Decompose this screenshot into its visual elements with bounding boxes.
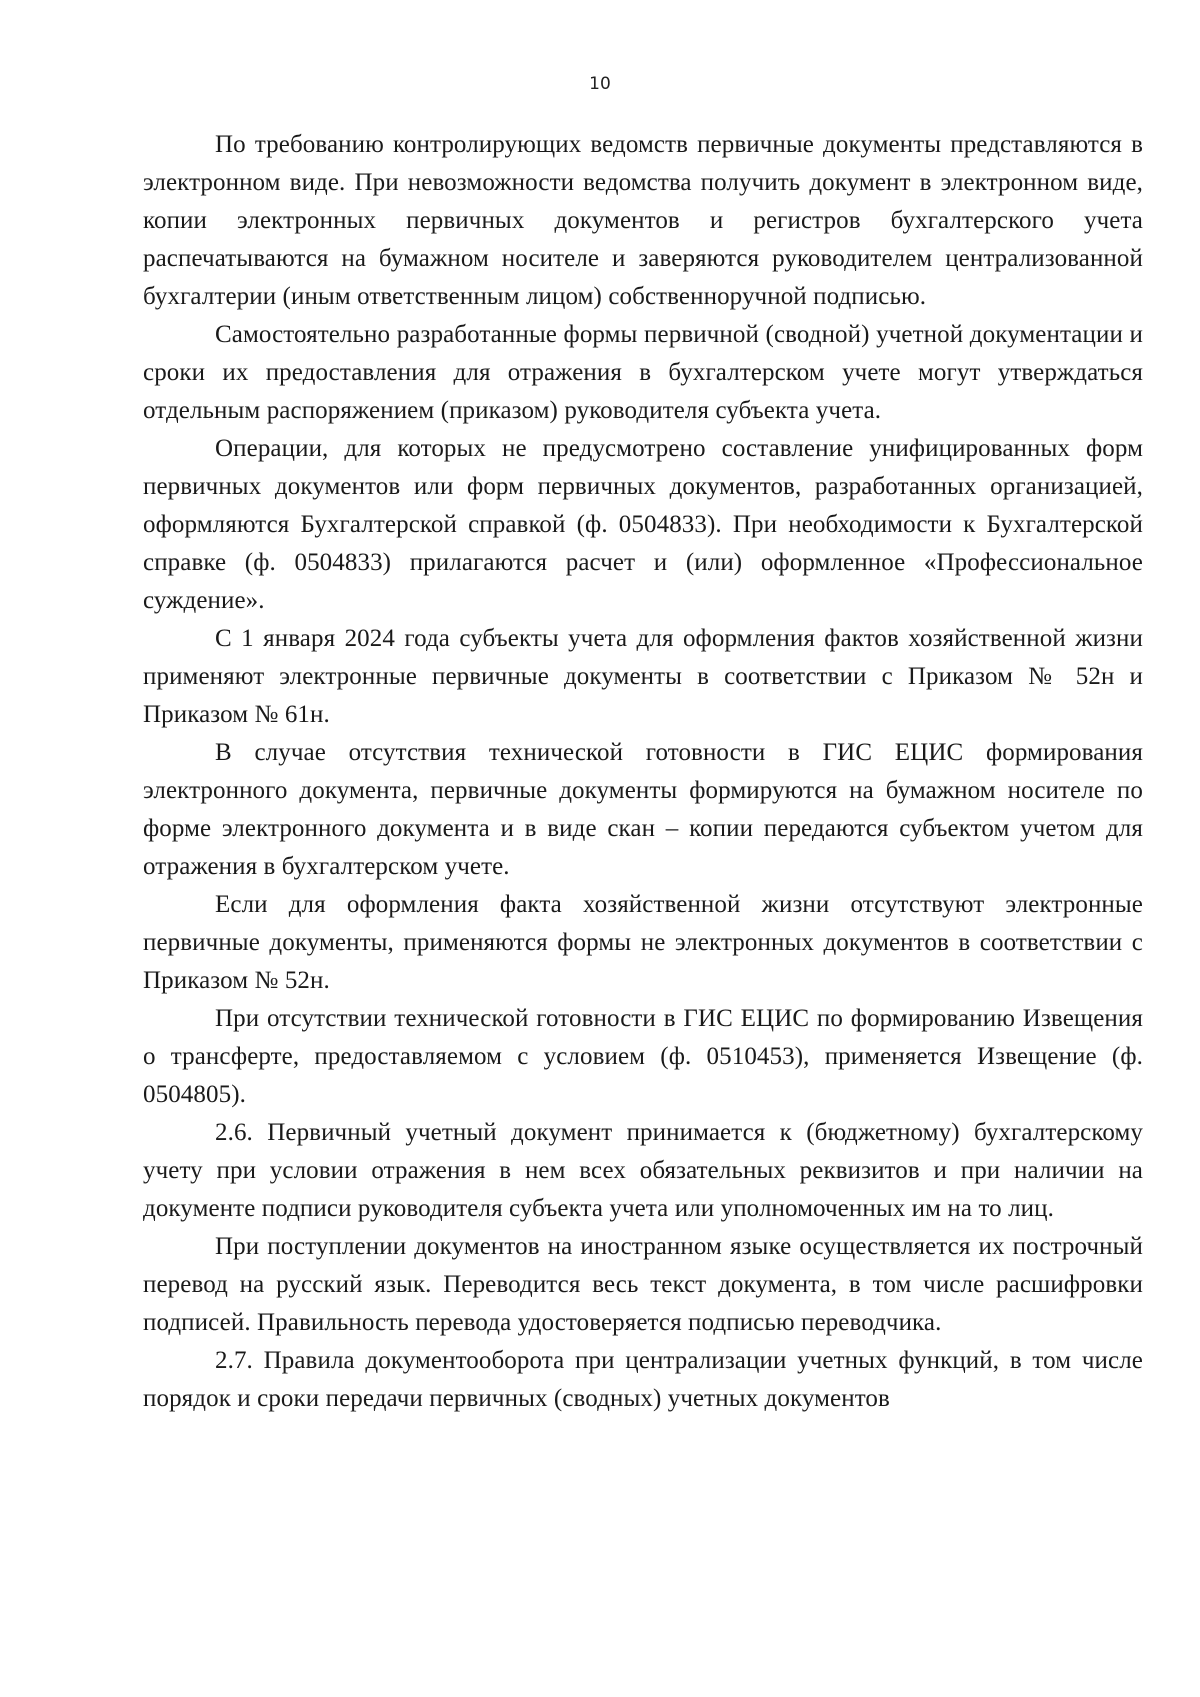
document-body xyxy=(143,126,1143,1418)
paragraph-electronic-documents-2024: С 1 января 2024 года субъекты учета для оформления фактов хозяйственной жизни применяют электронные первичные документы в соответствии с Приказом № 52н и Приказом № 61н. xyxy=(143,625,1143,728)
paragraph-transfer-notice: При отсутствии технической готовности в ГИС ЕЦИС по формированию Извещения о трансферте, предоставляемом с условием (ф. 0510453), применяется Извещение (ф. 0504805). xyxy=(143,1005,1143,1108)
paragraph-electronic-form: По требованию контролирующих ведомств первичные документы представляются в электронном виде. При невозможности ведомства получить документ в электронном виде, копии электронных первичных документов и регистров бухгалтерского учета распечатываются на бумажном носителе и заверяются руководителем централизованной бухгалтерии (иным ответственным лицом) собственноручной подписью. xyxy=(143,131,1143,310)
paragraph-section-2-7: 2.7. Правила документооборота при централизации учетных функций, в том числе порядок и сроки передачи первичных (сводных) учетных документов xyxy=(143,1347,1143,1412)
paragraph-accounting-certificate: Операции, для которых не предусмотрено составление унифицированных форм первичных документов или форм первичных документов, разработанных организацией, оформляются Бухгалтерской справкой (ф. 0504833). При необходимости к Бухгалтерской справке (ф. 0504833) прилагаются расчет и (или) оформленное «Профессиональное суждение». xyxy=(143,435,1143,614)
paragraph-foreign-language: При поступлении документов на иностранном языке осуществляется их построчный перевод на русский язык. Переводится весь текст документа, в том числе расшифровки подписей. Правильность перевода удостоверяется подписью переводчика. xyxy=(143,1233,1143,1336)
paragraph-custom-forms: Самостоятельно разработанные формы первичной (сводной) учетной документации и сроки их предоставления для отражения в бухгалтерском учете могут утверждаться отдельным распоряжением (приказом) руководителя субъекта учета. xyxy=(143,321,1143,424)
paragraph-gis-readiness: В случае отсутствия технической готовности в ГИС ЕЦИС формирования электронного документа, первичные документы формируются на бумажном носителе по форме электронного документа и в виде скан – копии передаются субъектом учетом для отражения в бухгалтерском учете. xyxy=(143,739,1143,880)
paragraph-non-electronic-forms: Если для оформления факта хозяйственной жизни отсутствуют электронные первичные документы, применяются формы не электронных документов в соответствии с Приказом № 52н. xyxy=(143,891,1143,994)
paragraph-section-2-6: 2.6. Первичный учетный документ принимается к (бюджетному) бухгалтерскому учету при условии отражения в нем всех обязательных реквизитов и при наличии на документе подписи руководителя субъекта учета или уполномоченных им на то лиц. xyxy=(143,1119,1143,1222)
page-number: 10 xyxy=(589,74,611,94)
